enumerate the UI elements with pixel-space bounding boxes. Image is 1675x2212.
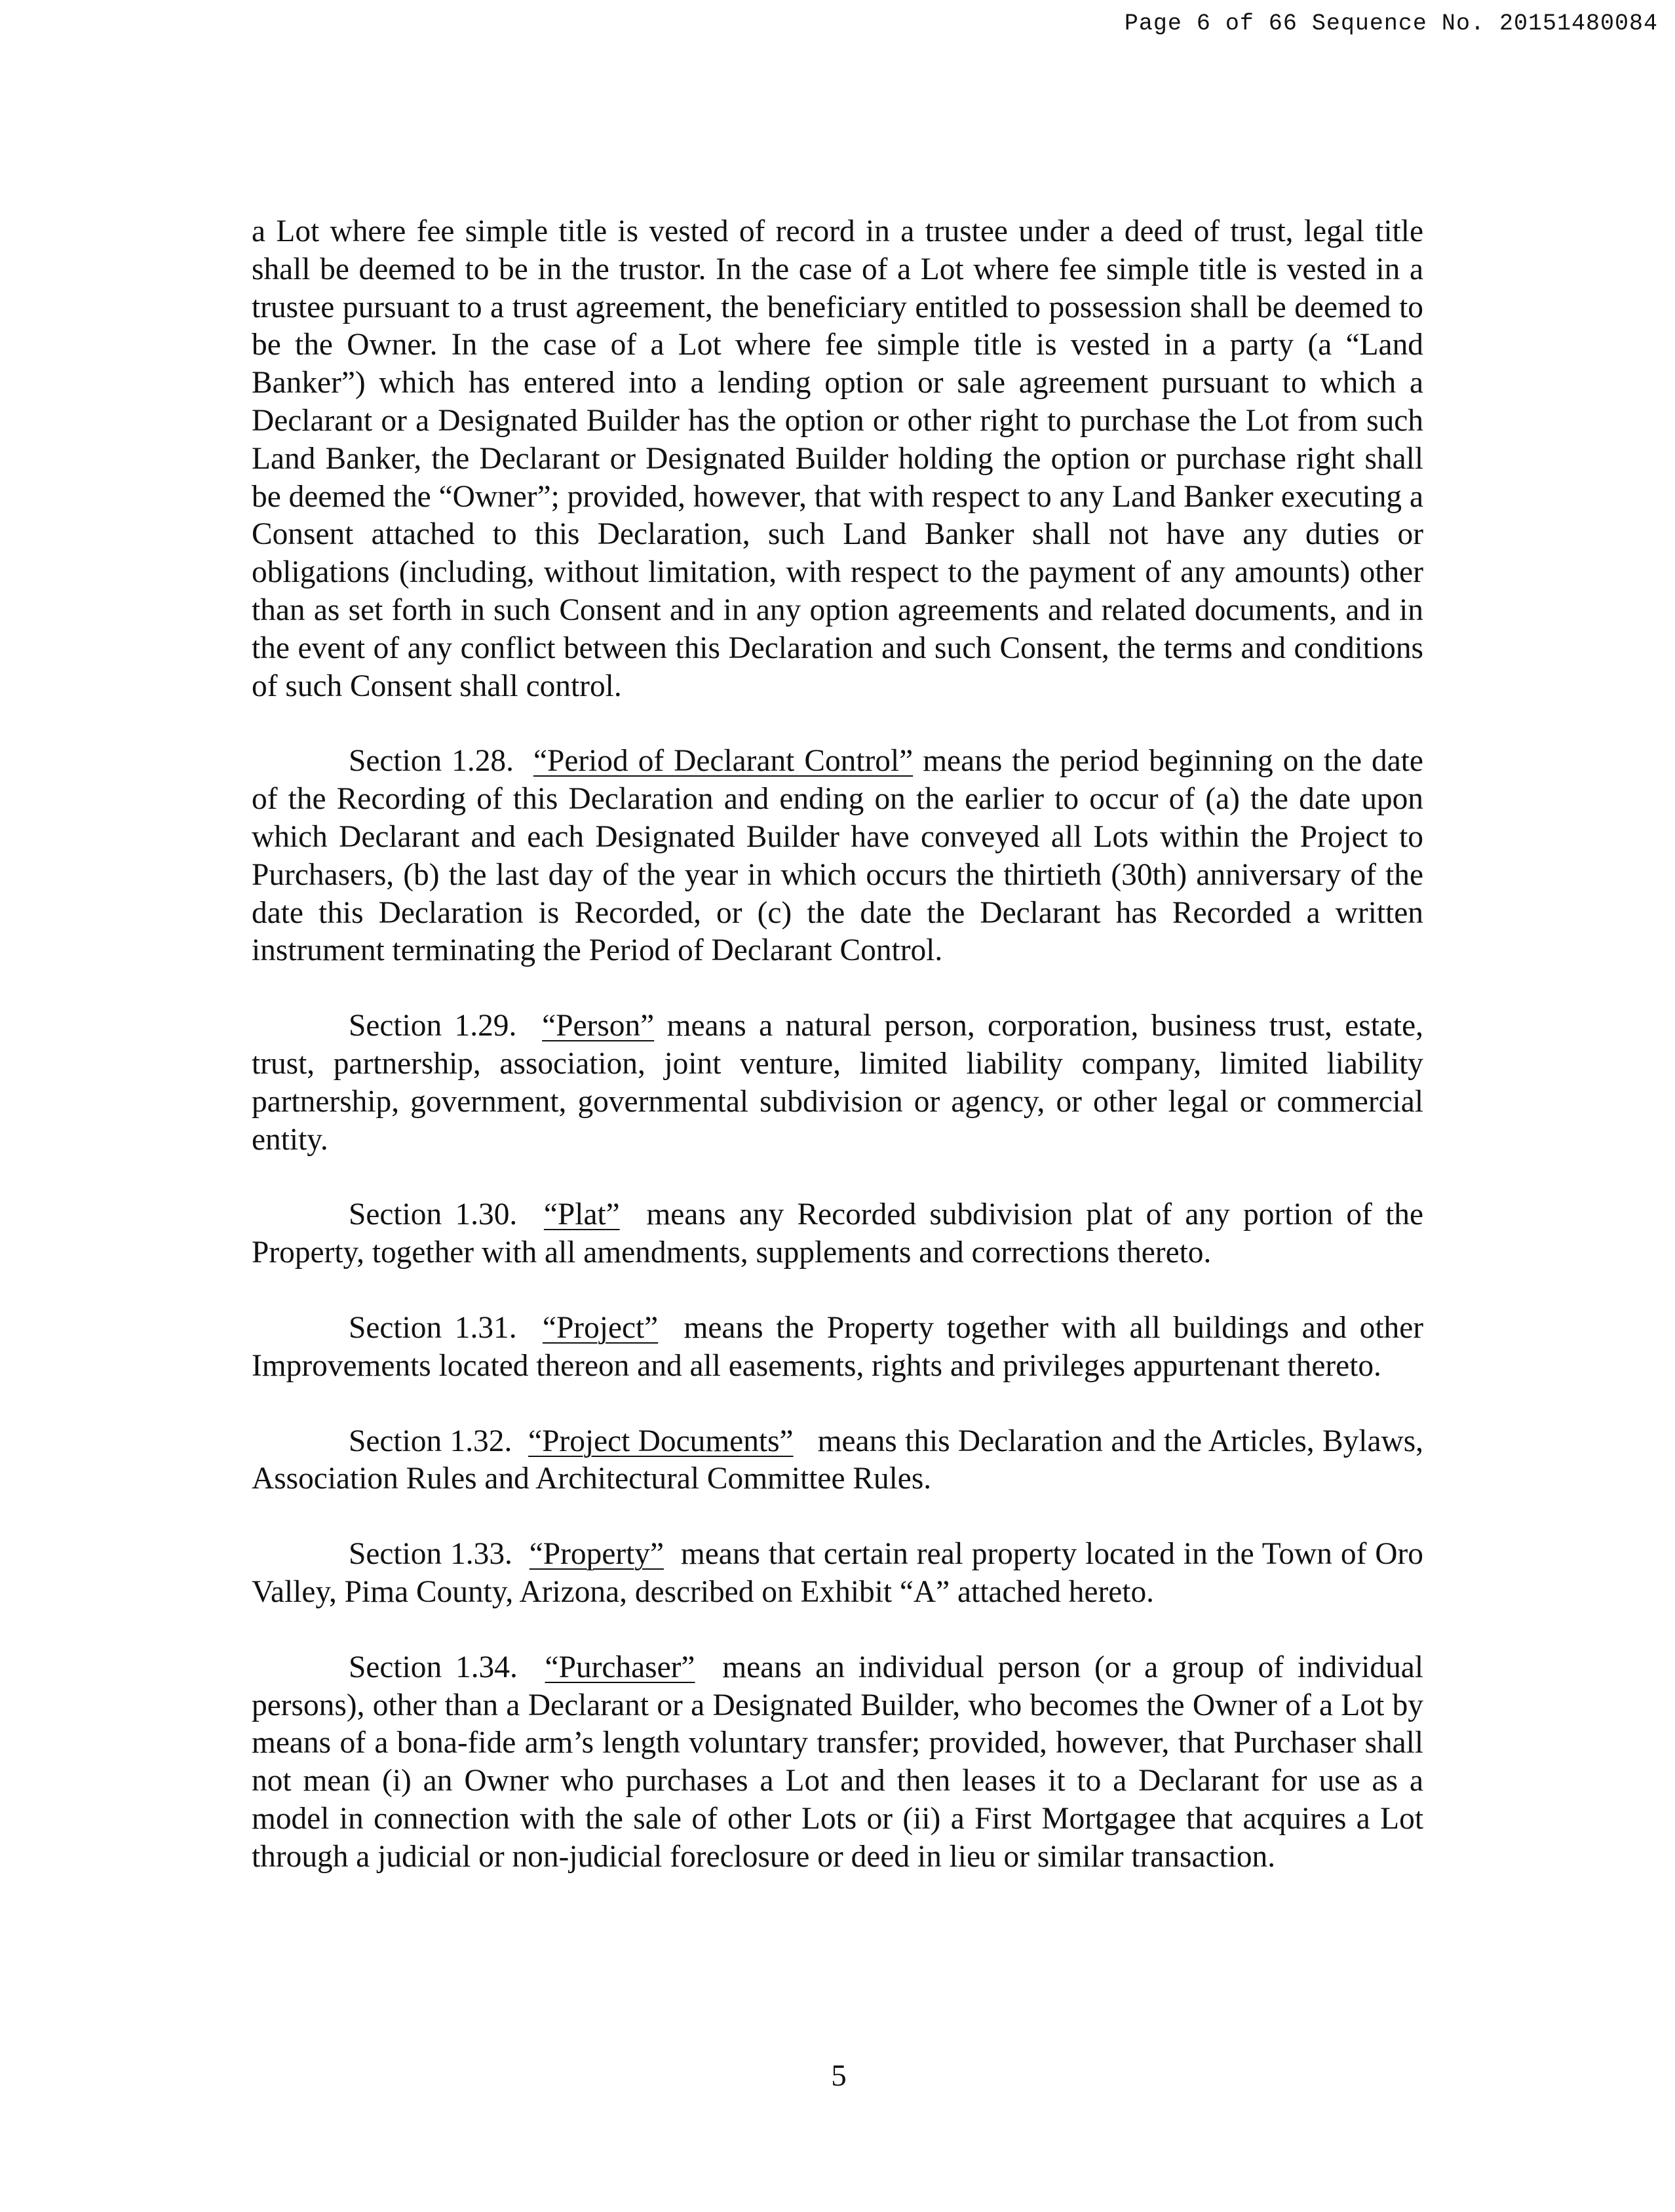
section-number: Section 1.28.: [349, 744, 514, 779]
section-definition: means the Property together with all buildings and other Improvements located thereon and all easements, rights and privileges appurtenant thereto.: [252, 1310, 1424, 1383]
section-number: Section 1.34.: [349, 1650, 518, 1684]
section-number: Section 1.29.: [349, 1009, 517, 1043]
section-definition: means an individual person (or a group of individual persons), other than a Declarant or a Designated Builder, who becomes the Owner of a Lot by means of a bona-fide arm’s length voluntary transfer; provided, however, that Purchaser shall not mean (i) an Owner who purchases a Lot and then leases it to a Declarant for use as a model in connection with the sale of other Lots or (ii) a First Mortgagee that acquires a Lot through a judicial or non-judicial foreclosure or deed in lieu or similar transaction.: [252, 1650, 1423, 1874]
section-definition: means the period beginning on the date of the Recording of this Declaration and ending on the earlier to occur of (a) the date upon which Declarant and each Designated Builder have conveyed all Lots within the Project to Purchasers, (b) the last day of the year in which occurs the thirtieth (30th) anniversary of the date this Declaration is Recorded, or (c) the date the Declarant has Recorded a written instrument terminating the Period of Declarant Control.: [252, 744, 1423, 968]
document-body: [252, 213, 1423, 1876]
defined-term: “Period of Declarant Control”: [533, 744, 914, 779]
continuation-paragraph: a Lot where fee simple title is vested of record in a trustee under a deed of trust, legal title shall be deemed to be in the trustor. In the case of a Lot where fee simple title is vested in a trustee pursuant to a trust agreement, the beneficiary entitled to possession shall be deemed to be the Owner. In the case of a Lot where fee simple title is vested in a party (a “Land Banker”) which has entered into a lending option or sale agreement pursuant to which a Declarant or a Designated Builder has the option or other right to purchase the Lot from such Land Banker, the Declarant or Designated Builder holding the option or purchase right shall be deemed the “Owner”; provided, however, that with respect to any Land Banker executing a Consent attached to this Declaration, such Land Banker shall not have any duties or obligations (including, without limitation, with respect to the payment of any amounts) other than as set forth in such Consent and in any option agreements and related documents, and in the event of any conflict between this Declaration and such Consent, the terms and conditions of such Consent shall control.: [252, 214, 1423, 703]
section-definition: means any Recorded subdivision plat of any portion of the Property, together with all amendments, supplements and corrections thereto.: [252, 1197, 1424, 1270]
defined-term: “Plat”: [543, 1197, 620, 1232]
section-1-34: [252, 1649, 1423, 1876]
section-number: Section 1.30.: [349, 1197, 518, 1232]
defined-term: “Person”: [542, 1009, 655, 1043]
defined-term: “Project Documents”: [528, 1424, 794, 1458]
defined-term: “Project”: [542, 1310, 659, 1345]
section-1-33: [252, 1536, 1423, 1612]
defined-term: “Purchaser”: [545, 1650, 695, 1684]
section-1-32: [252, 1423, 1423, 1499]
section-number: Section 1.32.: [349, 1424, 512, 1458]
section-definition: means this Declaration and the Articles, Bylaws, Association Rules and Architectural Committee Rules.: [252, 1424, 1423, 1496]
section-definition: means that certain real property located in the Town of Oro Valley, Pima County, Arizona, described on Exhibit “A” attached hereto.: [252, 1537, 1424, 1609]
page-sequence-header: Page 6 of 66 Sequence No. 20151480084: [1124, 10, 1658, 37]
defined-term: “Property”: [529, 1537, 664, 1572]
section-1-30: [252, 1196, 1423, 1272]
section-number: Section 1.31.: [349, 1310, 517, 1345]
section-1-28: [252, 743, 1423, 970]
section-definition: means a natural person, corporation, business trust, estate, trust, partnership, association, joint venture, limited liability company, limited liability partnership, government, governmental subdivision or agency, or other legal or commercial entity.: [252, 1009, 1423, 1157]
section-1-31: [252, 1310, 1423, 1386]
page-number: 5: [831, 2059, 847, 2093]
section-number: Section 1.33.: [349, 1537, 512, 1572]
section-1-29: [252, 1007, 1423, 1159]
